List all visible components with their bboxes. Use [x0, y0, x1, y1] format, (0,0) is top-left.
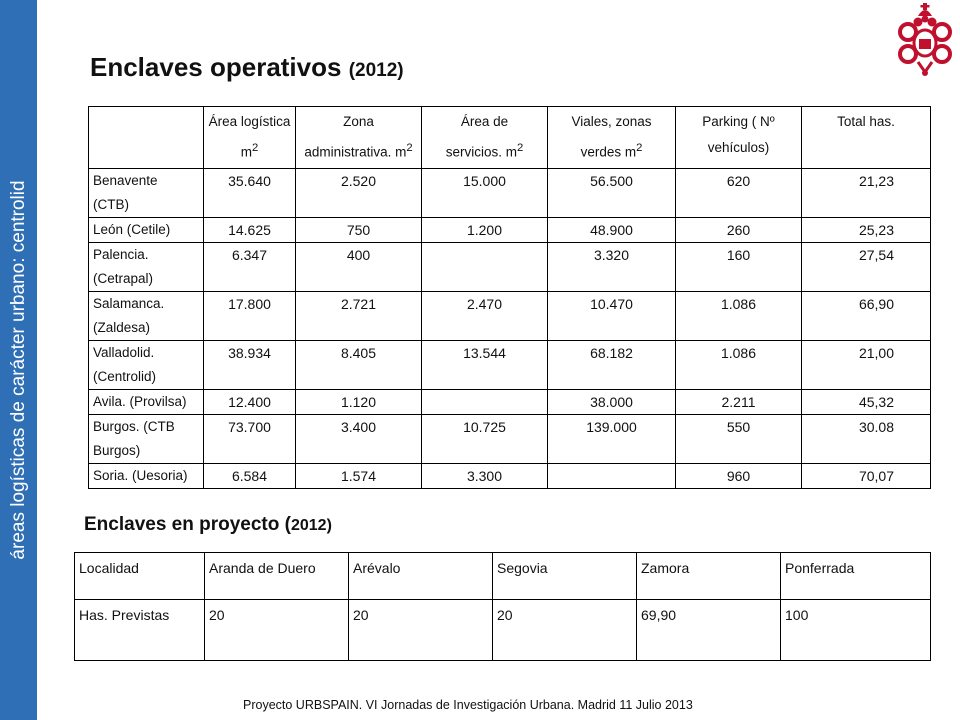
cell-admin: 400 — [296, 242, 422, 291]
row-name-cell: Avila. (Provilsa) — [89, 389, 204, 414]
table-header-row — [89, 107, 931, 169]
cell-admin: 8.405 — [296, 340, 422, 389]
footer-text: Proyecto URBSPAIN. VI Jornadas de Investigación Urbana. Madrid 11 Julio 2013 — [243, 698, 693, 712]
cell-total: 21,00 — [802, 340, 931, 389]
proyecto-cell: 20 — [205, 600, 349, 661]
cell-total: 45,32 — [802, 389, 931, 414]
table-row — [89, 340, 931, 389]
table-row — [89, 389, 931, 414]
table-row — [89, 168, 931, 217]
table-row — [75, 600, 931, 661]
cell-area: 35.640 — [204, 168, 296, 217]
cell-admin: 1.574 — [296, 463, 422, 488]
section-subtitle-year: 2012) — [290, 517, 332, 534]
university-crest-logo — [896, 2, 954, 78]
row-name-cell: Valladolid. (Centrolid) — [89, 340, 204, 389]
cell-admin: 2.520 — [296, 168, 422, 217]
proyecto-cell: Localidad — [75, 553, 205, 600]
proyecto-cell: Has. Previstas — [75, 600, 205, 661]
cell-area: 6.584 — [204, 463, 296, 488]
table-row — [89, 414, 931, 463]
cell-parking: 960 — [676, 463, 802, 488]
proyecto-cell: Arévalo — [349, 553, 493, 600]
sidebar-vertical-text: áreas logísticas de carácter urbano: centrolid — [8, 180, 29, 560]
cell-parking: 160 — [676, 242, 802, 291]
cell-area: 12.400 — [204, 389, 296, 414]
sidebar-band — [0, 0, 37, 720]
cell-total: 70,07 — [802, 463, 931, 488]
cell-total: 30.08 — [802, 414, 931, 463]
cell-area: 6.347 — [204, 242, 296, 291]
cell-total: 66,90 — [802, 291, 931, 340]
cell-area: 73.700 — [204, 414, 296, 463]
cell-serv: 3.300 — [422, 463, 548, 488]
header-cell-parking: Parking ( Nº vehículos) — [676, 107, 802, 169]
cell-area: 14.625 — [204, 217, 296, 242]
table-row — [89, 291, 931, 340]
header-cell-empty — [89, 107, 204, 169]
enclaves-operativos-table — [88, 106, 931, 489]
proyecto-cell: Zamora — [637, 553, 781, 600]
page-title — [90, 52, 404, 83]
cell-total: 25,23 — [802, 217, 931, 242]
row-name-cell: Benavente (CTB) — [89, 168, 204, 217]
cell-admin: 3.400 — [296, 414, 422, 463]
cell-serv: 13.544 — [422, 340, 548, 389]
cell-serv — [422, 242, 548, 291]
header-cell-zona-administrativa: Zona administrativa. $m^2$ — [296, 107, 422, 169]
header-cell-area-servicios: Área de servicios. $m^2$ — [422, 107, 548, 169]
row-name-cell: Soria. (Uesoria) — [89, 463, 204, 488]
enclaves-proyecto-table — [74, 552, 931, 661]
header-cell-area-logistica: Área logística $m^2$ — [204, 107, 296, 169]
cell-parking: 1.086 — [676, 291, 802, 340]
cell-viales: 139.000 — [548, 414, 676, 463]
cell-total: 21,23 — [802, 168, 931, 217]
proyecto-cell: 100 — [781, 600, 931, 661]
cell-serv: 1.200 — [422, 217, 548, 242]
cell-area: 38.934 — [204, 340, 296, 389]
table-row — [75, 553, 931, 600]
header-cell-total: Total has. — [802, 107, 931, 169]
cell-admin: 750 — [296, 217, 422, 242]
row-name-cell: Burgos. (CTB Burgos) — [89, 414, 204, 463]
cell-parking: 550 — [676, 414, 802, 463]
page-title-main: Enclaves operativos — [90, 52, 342, 82]
cell-admin: 1.120 — [296, 389, 422, 414]
cell-viales: 56.500 — [548, 168, 676, 217]
proyecto-cell: 69,90 — [637, 600, 781, 661]
cell-parking: 620 — [676, 168, 802, 217]
table-row — [89, 217, 931, 242]
proyecto-cell: Aranda de Duero — [205, 553, 349, 600]
proyecto-cell: Ponferrada — [781, 553, 931, 600]
cell-total: 27,54 — [802, 242, 931, 291]
row-name-cell: Salamanca. (Zaldesa) — [89, 291, 204, 340]
section-subtitle-main: Enclaves en proyecto ( — [84, 514, 291, 535]
table-row — [89, 242, 931, 291]
proyecto-cell: 20 — [349, 600, 493, 661]
header-cell-viales: Viales, zonas verdes $m^2$ — [548, 107, 676, 169]
proyecto-cell: Segovia — [493, 553, 637, 600]
row-name-cell: León (Cetile) — [89, 217, 204, 242]
cell-serv: 15.000 — [422, 168, 548, 217]
cell-viales — [548, 463, 676, 488]
cell-viales: 68.182 — [548, 340, 676, 389]
cell-serv — [422, 389, 548, 414]
cell-parking: 260 — [676, 217, 802, 242]
page-title-year: (2012) — [348, 60, 404, 81]
cell-area: 17.800 — [204, 291, 296, 340]
cell-viales: 48.900 — [548, 217, 676, 242]
section-subtitle — [84, 514, 332, 536]
cell-parking: 2.211 — [676, 389, 802, 414]
cell-viales: 10.470 — [548, 291, 676, 340]
cell-admin: 2.721 — [296, 291, 422, 340]
cell-viales: 3.320 — [548, 242, 676, 291]
proyecto-cell: 20 — [493, 600, 637, 661]
table-row — [89, 463, 931, 488]
cell-serv: 10.725 — [422, 414, 548, 463]
cell-viales: 38.000 — [548, 389, 676, 414]
row-name-cell: Palencia. (Cetrapal) — [89, 242, 204, 291]
cell-serv: 2.470 — [422, 291, 548, 340]
cell-parking: 1.086 — [676, 340, 802, 389]
